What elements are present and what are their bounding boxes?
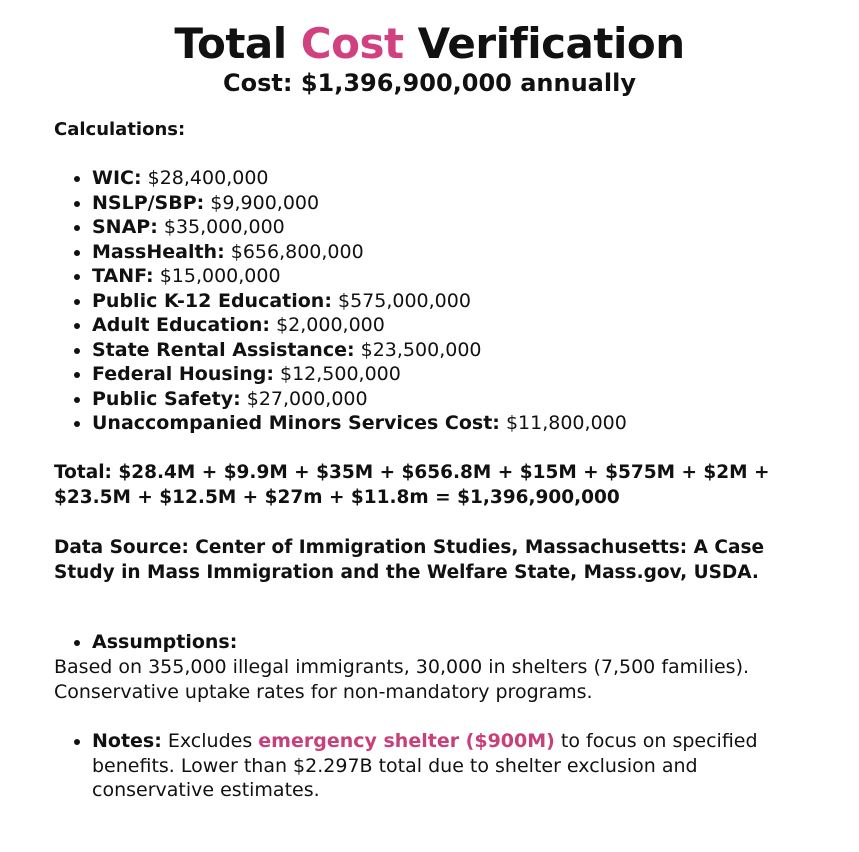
list-item	[92, 313, 852, 338]
list-item	[92, 166, 852, 191]
item-label: TANF:	[92, 265, 154, 287]
item-label: WIC:	[92, 167, 142, 189]
list-item	[92, 338, 852, 363]
calculations-heading: Calculations:	[54, 119, 186, 140]
title-part1: Total	[174, 19, 287, 68]
item-value: $15,000,000	[159, 265, 281, 287]
title-accent: Cost	[300, 19, 404, 68]
notes-highlight: emergency shelter ($900M)	[258, 730, 555, 752]
item-label: Federal Housing:	[92, 363, 274, 385]
total-formula: Total: $28.4M + $9.9M + $35M + $656.8M + $15M + $575M + $2M + $23.5M + $12.5M + $27m + $11.8m = $1,396,900,000	[54, 462, 770, 508]
page-title	[0, 18, 859, 70]
item-label: SNAP:	[92, 216, 158, 238]
page-subtitle: Cost: $1,396,900,000 annually	[223, 69, 636, 97]
list-item	[92, 411, 852, 436]
item-label: Public K-12 Education:	[92, 289, 332, 312]
notes-list	[54, 729, 792, 803]
list-item	[92, 264, 852, 289]
item-value: $656,800,000	[230, 240, 364, 263]
item-value: $35,000,000	[163, 216, 285, 238]
item-label: Unaccompanied Minors Services Cost:	[92, 412, 500, 434]
notes-text-after: to focus on specified benefits. Lower than $2.297B total due to shelter exclusion and conservative estimates.	[92, 730, 758, 801]
notes-item	[92, 729, 792, 803]
item-value: $575,000,000	[337, 289, 471, 312]
item-value: $2,000,000	[276, 314, 385, 336]
list-item	[92, 362, 852, 387]
notes-text-before: Excludes	[167, 730, 253, 752]
list-item	[92, 289, 852, 314]
assumptions-heading: • Assumptions:	[92, 630, 237, 655]
item-value: $28,400,000	[147, 167, 269, 189]
assumptions-list	[54, 630, 237, 655]
item-label: Adult Education:	[92, 314, 271, 336]
notes-label: Notes:	[92, 730, 162, 752]
assumptions-text: Based on 355,000 illegal immigrants, 30,000 in shelters (7,500 families). Conservative uptake rates for non-mandatory programs.	[54, 656, 750, 703]
list-item	[92, 215, 852, 240]
list-item	[92, 240, 852, 265]
item-label: Public Safety:	[92, 387, 241, 410]
list-item	[92, 387, 852, 412]
item-value: $12,500,000	[279, 363, 401, 385]
title-part2: Verification	[417, 19, 685, 68]
item-value: $9,900,000	[210, 191, 320, 214]
item-label: State Rental Assistance:	[92, 338, 355, 361]
list-item	[92, 191, 852, 216]
item-value: $23,500,000	[360, 338, 482, 361]
cost-item-list	[54, 166, 852, 436]
item-value: $27,000,000	[246, 387, 368, 410]
item-label: MassHealth:	[92, 240, 225, 263]
item-value: $11,800,000	[505, 412, 627, 434]
item-label: NSLP/SBP:	[92, 191, 205, 214]
data-source: Data Source: Center of Immigration Studies, Massachusetts: A Case Study in Mass Immigration and the Welfare State, Mass.gov, USDA.	[54, 537, 765, 583]
